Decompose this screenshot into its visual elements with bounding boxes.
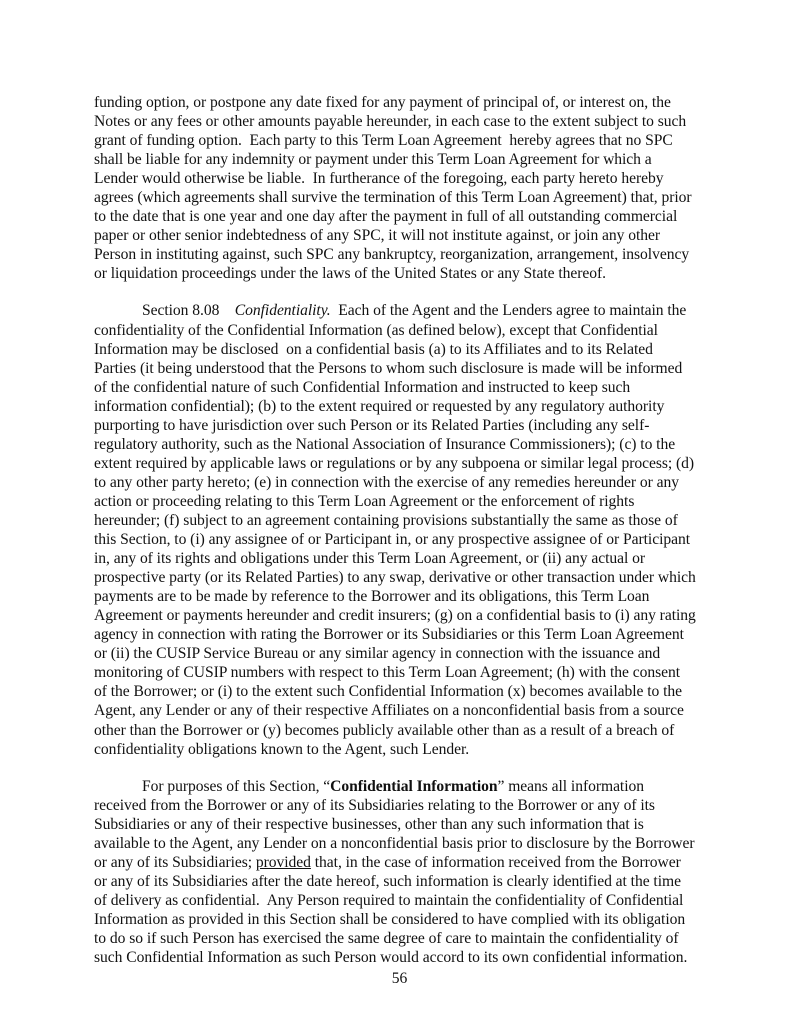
section-8-08-confidentiality <box>94 301 734 758</box>
text-line: funding option, or postpone any date fixed for any payment of principal of, or interest on, the <box>94 94 671 111</box>
section-number: Section 8.08 <box>142 302 220 320</box>
text-line: monitoring of CUSIP numbers with respect to this Term Loan Agreement; (h) with the consent <box>94 664 681 682</box>
text-line: or any of its Subsidiaries after the date hereof, such information is clearly identified at the time <box>94 872 681 890</box>
text-line: Information may be disclosed on a confidential basis (a) to its Affiliates and to its Related <box>94 340 653 358</box>
text-line: prospective party (or its Related Parties) to any swap, derivative or other transaction under which <box>94 569 696 587</box>
provided-term: provided <box>255 853 311 871</box>
text-line: to the date that is one year and one day after the payment in full of all outstanding commercial <box>94 208 678 226</box>
definition-first-line: For purposes of this Section, “Confidential Information” means all information <box>142 777 644 795</box>
text-line: Agreement or payments hereunder and credit insurers; (g) on a confidential basis to (i) any rating <box>94 607 696 625</box>
text-line: or (ii) the CUSIP Service Bureau or any similar agency in connection with the issuance and <box>94 645 661 663</box>
section-title: Confidentiality. <box>234 302 331 320</box>
document-page <box>94 93 734 967</box>
text-line: shall be liable for any indemnity or payment under this Term Loan Agreement for which a <box>94 151 652 169</box>
text-line: such Confidential Information as such Person would accord to its own confidential information. <box>94 949 688 967</box>
text-line: action or proceeding relating to this Term Loan Agreement or the enforcement of rights <box>94 492 635 510</box>
text-line: payments are to be made by reference to the Borrower and its obligations, this Term Loan <box>94 588 650 606</box>
text-line: hereunder; (f) subject to an agreement containing provisions substantially the same as those of <box>94 511 678 529</box>
text-line: available to the Agent, any Lender on a nonconfidential basis prior to disclosure by the Borrower <box>94 834 695 852</box>
provided-line: or any of its Subsidiaries; provided that, in the case of information received from the Borrower <box>94 853 681 871</box>
text-line-rest: Each of the Agent and the Lenders agree to maintain the <box>330 302 687 320</box>
text-line: paper or other senior indebtedness of any SPC, it will not institute against, or join any other <box>94 227 661 245</box>
text-line: to any other party hereto; (e) in connection with the exercise of any remedies hereunder or any <box>94 473 679 491</box>
section-heading-line <box>94 301 734 320</box>
defined-term: Confidential Information <box>330 777 498 795</box>
text-line: regulatory authority, such as the National Association of Insurance Commissioners); (c) to the <box>94 435 676 453</box>
text-line: of the Borrower; or (i) to the extent such Confidential Information (x) becomes available to the <box>94 683 683 701</box>
text-line: purporting to have jurisdiction over such Person or its Related Parties (including any self- <box>94 416 650 434</box>
text-line: extent required by applicable laws or regulations or by any subpoena or similar legal process; (d) <box>94 454 695 472</box>
confidential-information-definition <box>94 777 734 967</box>
text-line: Lender would otherwise be liable. In furtherance of the foregoing, each party hereto hereby <box>94 170 664 188</box>
text-line: Agent, any Lender or any of their respective Affiliates on a nonconfidential basis from a source <box>94 702 684 720</box>
text-line: this Section, to (i) any assignee of or Participant in, or any prospective assignee of or Participant <box>94 531 691 549</box>
text-line: received from the Borrower or any of its Subsidiaries relating to the Borrower or any of its <box>94 796 655 814</box>
text-line: Person in instituting against, such SPC any bankruptcy, reorganization, arrangement, insolvency <box>94 246 690 264</box>
text-line: or liquidation proceedings under the laws of the United States or any State thereof. <box>94 265 606 283</box>
text-line: of the confidential nature of such Confidential Information and instructed to keep such <box>94 378 631 396</box>
text-line: confidentiality obligations known to the Agent, such Lender. <box>94 740 470 758</box>
text-line: Information as provided in this Section shall be considered to have complied with its obligation <box>94 910 686 928</box>
text-line: Subsidiaries or any of their respective businesses, other than any such information that is <box>94 815 644 833</box>
text-line: Notes or any fees or other amounts payable hereunder, in each case to the extent subject to such <box>94 113 687 131</box>
text-line: to do so if such Person has exercised the same degree of care to maintain the confidentiality of <box>94 929 679 947</box>
text-line: confidentiality of the Confidential Information (as defined below), except that Confidential <box>94 321 658 339</box>
text-line: grant of funding option. Each party to this Term Loan Agreement hereby agrees that no SPC <box>94 132 673 150</box>
text-line: in, any of its rights and obligations under this Term Loan Agreement, or (ii) any actual or <box>94 550 645 568</box>
text-line: agency in connection with rating the Borrower or its Subsidiaries or this Term Loan Agreement <box>94 626 684 644</box>
text-line: of delivery as confidential. Any Person required to maintain the confidentiality of Confidential <box>94 891 684 909</box>
text-line: agrees (which agreements shall survive the termination of this Term Loan Agreement) that, prior <box>94 189 692 207</box>
page-number: 56 <box>391 970 408 987</box>
text-line: other than the Borrower or (y) becomes publicly available other than as a result of a breach of <box>94 721 675 739</box>
paragraph-spc-continuation <box>94 93 734 283</box>
text-line: information confidential); (b) to the extent required or requested by any regulatory authority <box>94 397 665 415</box>
text-line: Parties (it being understood that the Persons to whom such disclosure is made will be informed <box>94 359 683 377</box>
